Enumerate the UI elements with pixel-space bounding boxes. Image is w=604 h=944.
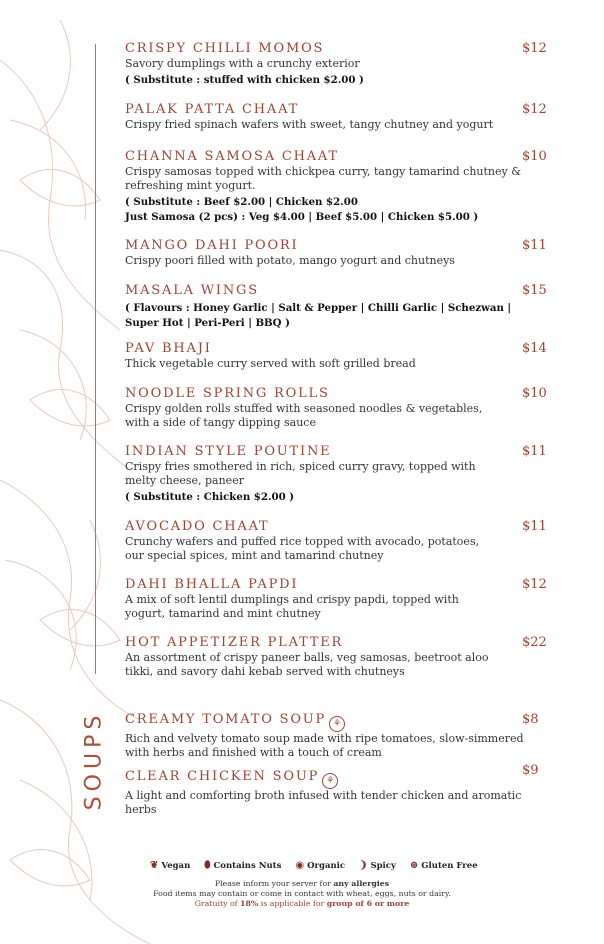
menu-item-description: yogurt, tamarind and mint chutney [125, 607, 321, 620]
menu-item-description: tikki, and savory dahi kebab served with chutneys [125, 665, 405, 678]
menu-item-description: Crunchy wafers and puffed rice topped with avocado, potatoes, [125, 535, 480, 548]
menu-item-price: $12 [522, 102, 547, 117]
menu-item-description: Thick vegetable curry served with soft grilled bread [125, 357, 416, 370]
menu-item [125, 519, 525, 563]
menu-item-description: Crispy fried spinach wafers with sweet, tangy chutney and yogurt [125, 118, 494, 131]
menu-item-name-text: MASALA WINGS [125, 283, 259, 298]
menu-item-substitutes: ( Substitute : Chicken $2.00 ) [125, 491, 295, 503]
legend-item [204, 860, 281, 871]
menu-item-price: $11 [522, 238, 547, 253]
spicy-chilli-icon: ❩ [359, 860, 368, 871]
menu-item-name-text: PALAK PATTA CHAAT [125, 102, 300, 117]
legend-item [410, 860, 478, 871]
menu-item-substitutes: Super Hot | Peri-Peri | BBQ ) [125, 317, 290, 329]
menu-item-name [125, 769, 525, 789]
gratuity-rate: 18% [240, 899, 259, 908]
menu-item-description: A mix of soft lentil dumplings and crispy papdi, topped with [125, 593, 459, 606]
legend-label: Gluten Free [421, 860, 478, 871]
menu-item-name-text: CREAMY TOMATO SOUP [125, 712, 327, 727]
menu-item-price: $11 [522, 444, 547, 459]
legend-item [150, 860, 190, 871]
menu-item-price: $12 [522, 577, 547, 592]
menu-item-name [125, 712, 525, 732]
menu-item-name [125, 283, 525, 299]
menu-item [125, 102, 525, 132]
gratuity-notice [0, 899, 604, 909]
menu-item [125, 41, 525, 88]
vegan-leaf-icon: ❦ [150, 860, 159, 871]
menu-item-name-text: NOODLE SPRING ROLLS [125, 386, 330, 401]
allergy-notice-bold: any allergies [333, 879, 390, 888]
contains-nuts-icon: ⬮ [204, 860, 211, 871]
menu-item-description: Rich and velvety tomato soup made with ripe tomatoes, slow-simmered [125, 732, 524, 745]
menu-item-name [125, 102, 525, 118]
legend-label: Contains Nuts [213, 860, 282, 871]
menu-item [125, 283, 525, 331]
legend-item [359, 860, 396, 871]
menu-item-price: $8 [522, 712, 539, 727]
menu-item [125, 712, 525, 760]
menu-item [125, 238, 525, 268]
menu-item-name [125, 577, 525, 593]
menu-item [125, 577, 525, 621]
menu-item-substitutes: ( Substitute : Beef $2.00 | Chicken $2.00 [125, 196, 358, 208]
menu-item-name-text: HOT APPETIZER PLATTER [125, 635, 344, 650]
menu-item-description: An assortment of crispy paneer balls, veg samosas, beetroot aloo [125, 651, 489, 664]
menu-item-name-text: PAV BHAJI [125, 341, 212, 356]
menu-item-price: $9 [522, 763, 539, 778]
menu-item-name [125, 635, 525, 651]
menu-item-name [125, 386, 525, 402]
menu-item-description: Crispy golden rolls stuffed with seasoned noodles & vegetables, [125, 402, 483, 415]
vertical-divider [95, 44, 96, 674]
menu-item-description: Crispy samosas topped with chickpea curry, tangy tamarind chutney & [125, 165, 522, 178]
menu-item-price: $22 [522, 635, 547, 650]
menu-item-price: $12 [522, 41, 547, 56]
menu-item-description: A light and comforting broth infused with tender chicken and aromatic [125, 789, 522, 802]
menu-item-price: $14 [522, 341, 547, 356]
menu-item-description: with herbs and finished with a touch of cream [125, 746, 382, 759]
menu-item-name [125, 341, 525, 357]
menu-item-price: $10 [522, 149, 547, 164]
menu-item [125, 341, 525, 371]
gluten-free-icon: ⊛ [409, 860, 419, 871]
menu-item [125, 769, 525, 817]
menu-item-description: melty cheese, paneer [125, 474, 244, 487]
menu-item-name [125, 41, 525, 57]
gluten-free-icon: ⚘ [329, 716, 345, 732]
menu-item-name-text: AVOCADO CHAAT [125, 519, 270, 534]
menu-item-name-text: CHANNA SAMOSA CHAAT [125, 149, 339, 164]
allergen-disclaimer: Food items may contain or come in contact with wheat, eggs, nuts or dairy. [153, 889, 451, 898]
menu-item [125, 444, 525, 505]
menu-item-description: Crispy fries smothered in rich, spiced curry gravy, topped with [125, 460, 476, 473]
gratuity-text-c: is applicable for [258, 899, 327, 908]
menu-item-name-text: MANGO DAHI POORI [125, 238, 299, 253]
menu-item-name [125, 149, 525, 165]
menu-item-name-text: DAHI BHALLA PAPDI [125, 577, 299, 592]
menu-item-description: Crispy poori filled with potato, mango yogurt and chutneys [125, 254, 455, 267]
menu-item-substitutes: ( Flavours : Honey Garlic | Salt & Pepper | Chilli Garlic | Schezwan | [125, 302, 512, 314]
menu-item [125, 635, 525, 679]
menu-item-price: $10 [522, 386, 547, 401]
menu-item-name [125, 444, 525, 460]
legend-item [295, 860, 345, 871]
menu-item-name [125, 238, 525, 254]
menu-item-name-text: CRISPY CHILLI MOMOS [125, 41, 325, 56]
menu-item-description: Savory dumplings with a crunchy exterior [125, 57, 360, 70]
allergy-notice-text: Please inform your server for [214, 879, 334, 888]
soups-section-title [72, 712, 112, 812]
menu-item-description: refreshing mint yogurt. [125, 179, 256, 192]
menu-item-name-text: CLEAR CHICKEN SOUP [125, 769, 320, 784]
menu-item [125, 386, 525, 430]
gratuity-group-size: group of 6 or more [326, 899, 410, 908]
menu-item-name-text: INDIAN STYLE POUTINE [125, 444, 332, 459]
legend-label: Organic [307, 860, 346, 871]
organic-icon: ◉ [295, 860, 305, 871]
soups-title: SOUPS [81, 710, 107, 811]
menu-item-description: our special spices, mint and tamarind chutney [125, 549, 384, 562]
legend-label: Spicy [370, 860, 396, 871]
allergy-notice [0, 879, 604, 889]
gluten-free-icon: ⚘ [322, 773, 338, 789]
menu-item-description: with a side of tangy dipping sauce [125, 416, 316, 429]
menu-item-substitutes: ( Substitute : stuffed with chicken $2.00 ) [125, 74, 364, 86]
menu-item-price: $15 [522, 283, 547, 298]
dietary-legend [150, 860, 478, 871]
legend-label: Vegan [161, 860, 191, 871]
menu-item-price: $11 [522, 519, 547, 534]
menu-item-name [125, 519, 525, 535]
menu-item-substitutes: Just Samosa (2 pcs) : Veg $4.00 | Beef $5.00 | Chicken $5.00 ) [125, 211, 479, 223]
menu-item [125, 149, 525, 225]
gratuity-text-a: Gratuity of [194, 899, 241, 908]
menu-item-description: herbs [125, 803, 157, 816]
